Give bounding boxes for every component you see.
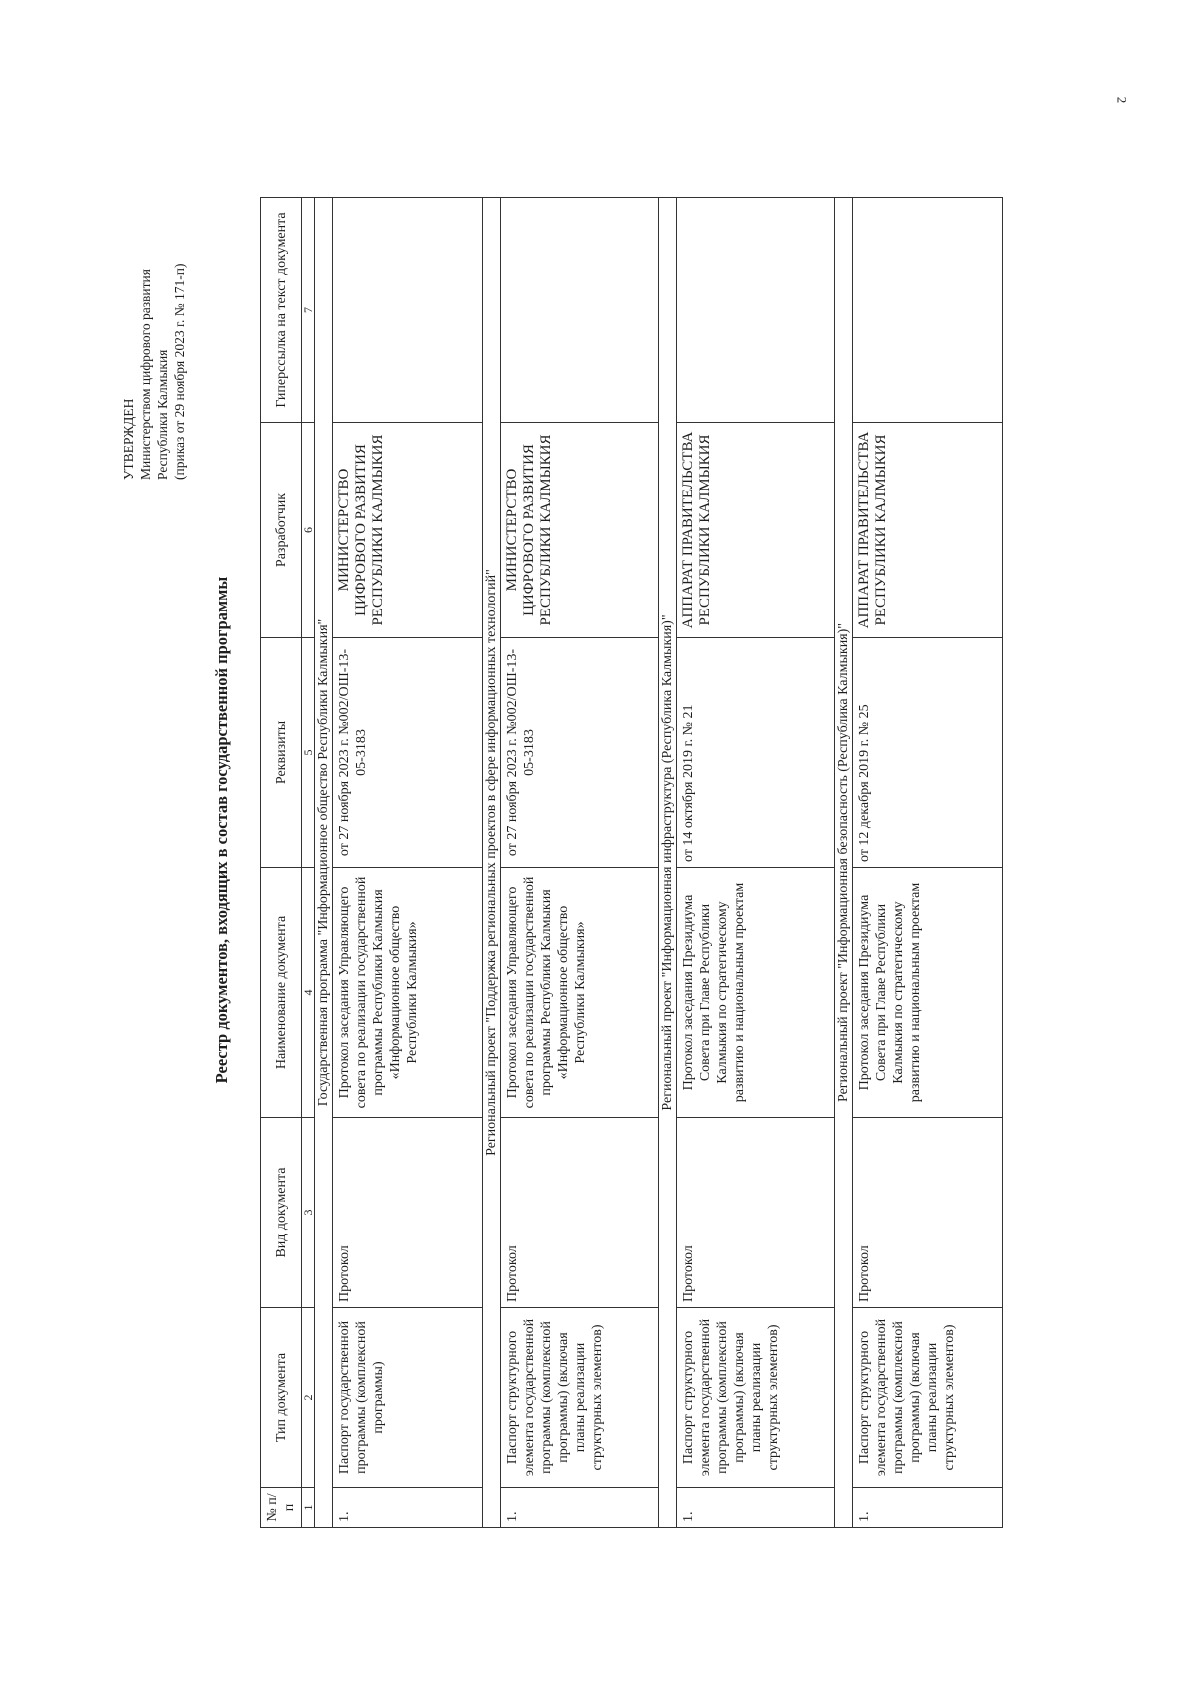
document-name: Протокол заседания Управляющего совета по реализации государственной программы Республики Калмыкия «Информационное общество Республики Калмыкия» xyxy=(333,868,483,1118)
section-heading-row xyxy=(835,198,853,1528)
table-row xyxy=(333,198,483,1528)
header-row xyxy=(261,198,302,1528)
table-row xyxy=(501,198,659,1528)
header-link: Гиперссылка на текст документа xyxy=(261,198,302,423)
column-number: 5 xyxy=(302,638,315,868)
section-heading-row xyxy=(659,198,677,1528)
approval-line-2: Министерством цифрового развития xyxy=(138,269,153,480)
approval-line-4: (приказ от 29 ноября 2023 г. № 171-п) xyxy=(172,263,187,480)
section-heading-row xyxy=(315,198,333,1528)
document-developer: АППАРАТ ПРАВИТЕЛЬСТВА РЕСПУБЛИКИ КАЛМЫКИЯ xyxy=(853,423,1003,638)
document-developer: МИНИСТЕРСТВО ЦИФРОВОГО РАЗВИТИЯ РЕСПУБЛИКИ КАЛМЫКИЯ xyxy=(333,423,483,638)
section-heading-row xyxy=(483,198,501,1528)
document-kind: Протокол xyxy=(677,1118,835,1308)
row-number: 1. xyxy=(853,1488,1003,1528)
document-developer: АППАРАТ ПРАВИТЕЛЬСТВА РЕСПУБЛИКИ КАЛМЫКИЯ xyxy=(677,423,835,638)
document-name: Протокол заседания Президиума Совета при Главе Республики Калмыкия по стратегическому развитию и национальным проектам xyxy=(853,868,1003,1118)
document-link[interactable] xyxy=(333,198,483,423)
document-developer: МИНИСТЕРСТВО ЦИФРОВОГО РАЗВИТИЯ РЕСПУБЛИКИ КАЛМЫКИЯ xyxy=(501,423,659,638)
column-number: 6 xyxy=(302,423,315,638)
document-kind: Протокол xyxy=(501,1118,659,1308)
section-heading: Региональный проект "Информационная инфраструктура (Республика Калмыкия)" xyxy=(659,198,677,1528)
header-number: № п/п xyxy=(261,1488,302,1528)
table-row xyxy=(677,198,835,1528)
column-number: 4 xyxy=(302,868,315,1118)
document-kind: Протокол xyxy=(853,1118,1003,1308)
header-kind: Вид документа xyxy=(261,1118,302,1308)
document-name: Протокол заседания Управляющего совета по реализации государственной программы Республики Калмыкия «Информационное общество Республики Калмыкия» xyxy=(501,868,659,1118)
document-name: Протокол заседания Президиума Совета при Главе Республики Калмыкия по стратегическому развитию и национальным проектам xyxy=(677,868,835,1118)
header-name: Наименование документа xyxy=(261,868,302,1118)
approval-line-1: УТВЕРЖДЕН xyxy=(121,398,136,480)
document-type: Паспорт структурного элемента государственной программы (комплексной программы) (включая планы реализации структурных элементов) xyxy=(677,1308,835,1488)
rotated-document-page xyxy=(120,120,1040,1540)
header-type: Тип документа xyxy=(261,1308,302,1488)
document-link[interactable] xyxy=(853,198,1003,423)
document-requisites: от 14 октября 2019 г. № 21 xyxy=(677,638,835,868)
section-heading: Региональный проект "Информационная безопасность (Республика Калмыкия)" xyxy=(835,198,853,1528)
document-kind: Протокол xyxy=(333,1118,483,1308)
section-heading: Государственная программа "Информационное общество Республики Калмыкия" xyxy=(315,198,333,1528)
section-heading: Региональный проект "Поддержка региональных проектов в сфере информационных технологий" xyxy=(483,198,501,1528)
column-number: 2 xyxy=(302,1308,315,1488)
registry-table xyxy=(260,197,1003,1528)
document-requisites: от 27 ноября 2023 г. №002/ОШ-13-05-3183 xyxy=(333,638,483,868)
row-number: 1. xyxy=(333,1488,483,1528)
column-number: 1 xyxy=(302,1488,315,1528)
column-number: 3 xyxy=(302,1118,315,1308)
document-type: Паспорт государственной программы (комплексной программы) xyxy=(333,1308,483,1488)
page-number: 2 xyxy=(1114,96,1130,104)
row-number: 1. xyxy=(501,1488,659,1528)
document-type: Паспорт структурного элемента государственной программы (комплексной программы) (включая планы реализации структурных элементов) xyxy=(501,1308,659,1488)
header-requisites: Реквизиты xyxy=(261,638,302,868)
document-type: Паспорт структурного элемента государственной программы (комплексной программы) (включая планы реализации структурных элементов) xyxy=(853,1308,1003,1488)
document-link[interactable] xyxy=(677,198,835,423)
header-developer: Разработчик xyxy=(261,423,302,638)
row-number: 1. xyxy=(677,1488,835,1528)
document-title: Реестр документов, входящих в состав государственной программы xyxy=(212,576,231,1084)
document-link[interactable] xyxy=(501,198,659,423)
approval-line-3: Республики Калмыкия xyxy=(155,349,170,480)
column-number: 7 xyxy=(302,198,315,423)
table-row xyxy=(853,198,1003,1528)
document-requisites: от 27 ноября 2023 г. №002/ОШ-13-05-3183 xyxy=(501,638,659,868)
column-number-row xyxy=(302,198,315,1528)
document-requisites: от 12 декабря 2019 г. № 25 xyxy=(853,638,1003,868)
approval-stamp xyxy=(120,264,188,480)
